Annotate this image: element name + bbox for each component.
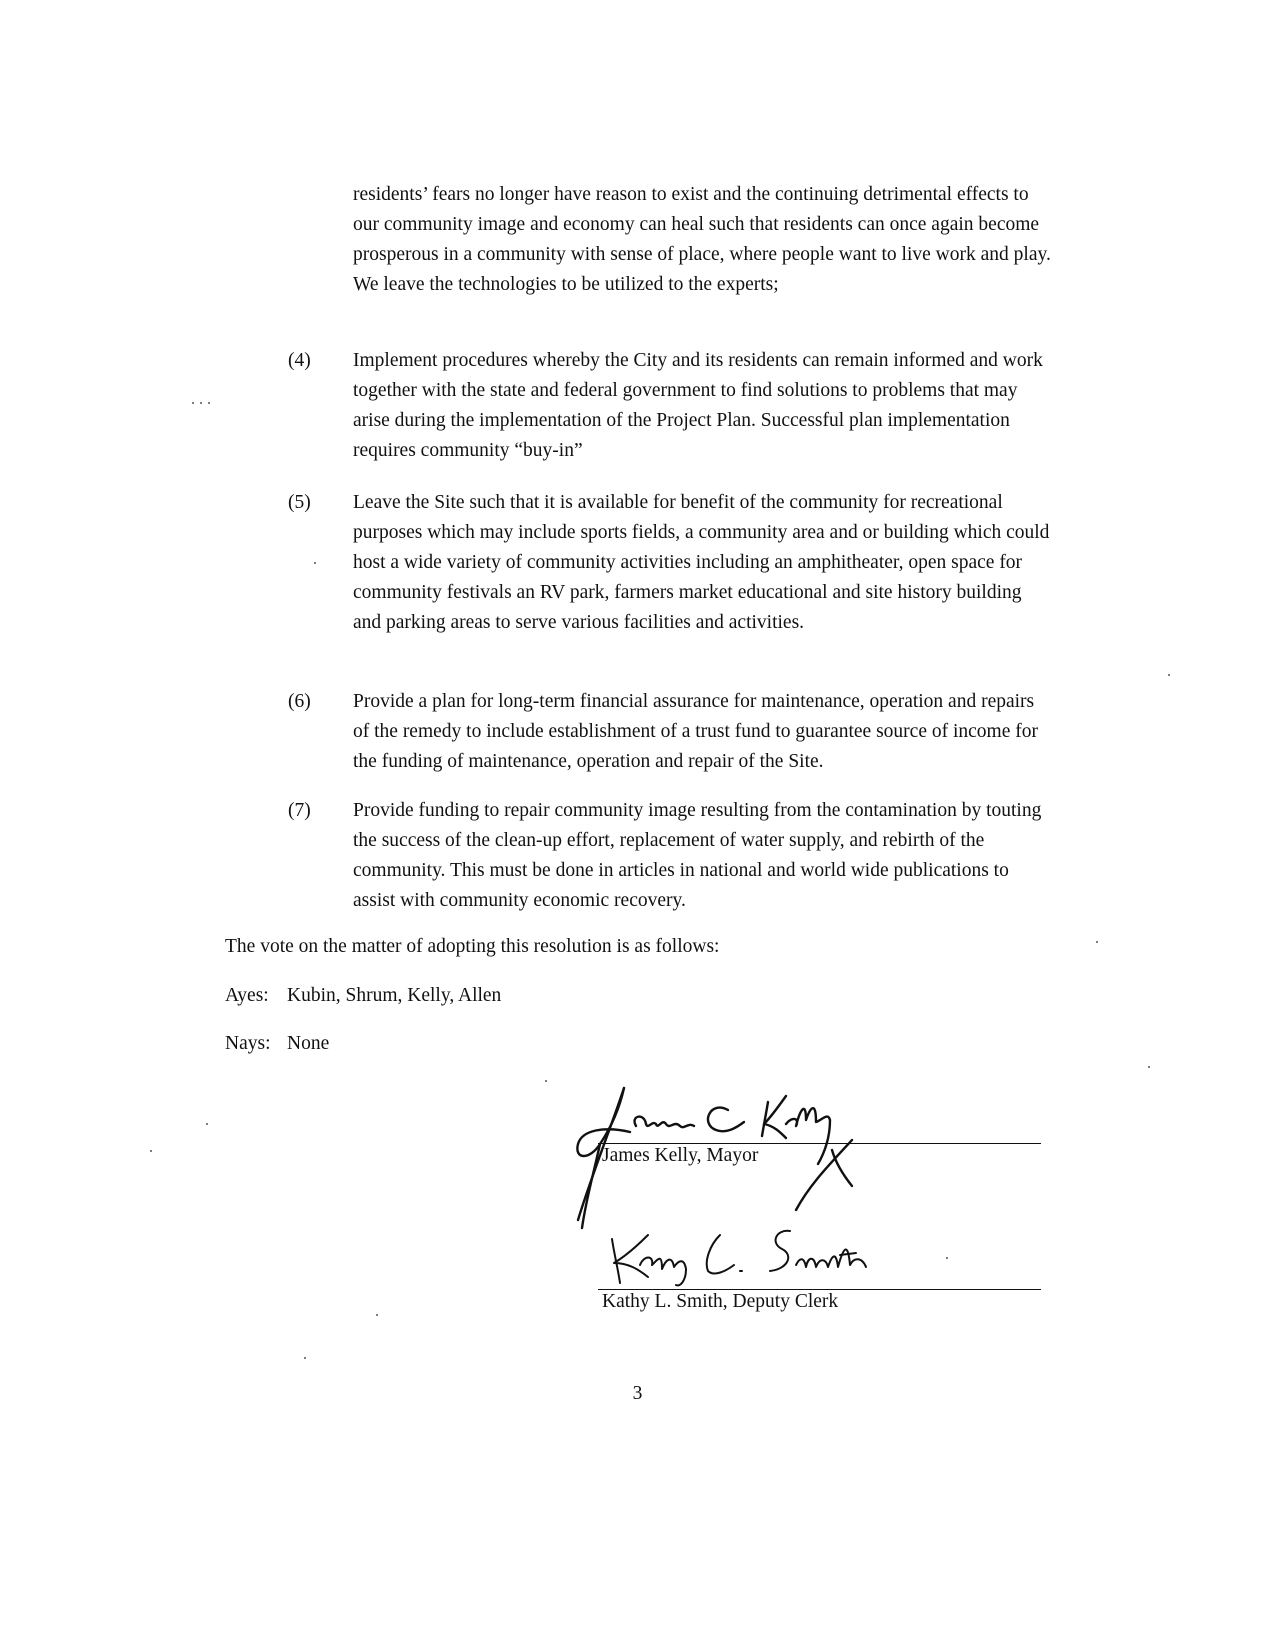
clerk-signature xyxy=(600,1225,890,1295)
scan-speck xyxy=(376,1314,378,1316)
mayor-caption: James Kelly, Mayor xyxy=(602,1145,759,1166)
ayes-label: Ayes: xyxy=(225,985,269,1006)
item-number: (4) xyxy=(288,350,311,371)
scan-speck xyxy=(314,562,316,564)
item-text: Leave the Site such that it is available for benefit of the community for recreational purposes which may include sports fields, a community area and or building which could host a wide variety of community activities including an amphitheater, open space for community festivals an RV park, farmers market educational and site history building and parking areas to serve various facilities and activities. xyxy=(353,492,1050,633)
item-number: (5) xyxy=(288,492,311,513)
ayes-value: Kubin, Shrum, Kelly, Allen xyxy=(287,985,502,1006)
scan-speck xyxy=(208,402,210,404)
scan-speck xyxy=(150,1150,152,1152)
vote-intro: The vote on the matter of adopting this resolution is as follows: xyxy=(225,936,720,957)
ayes-line xyxy=(225,981,501,1011)
scan-speck xyxy=(1096,941,1098,943)
item-number: (7) xyxy=(288,800,311,821)
item-text: Implement procedures whereby the City and its residents can remain informed and work together with the state and federal government to find solutions to problems that may arise during the implementation of the Project Plan. Successful plan implementation requires community “buy-in” xyxy=(353,350,1043,461)
scan-speck xyxy=(304,1357,306,1359)
scan-speck xyxy=(1168,674,1170,676)
nays-line xyxy=(225,1029,329,1059)
item-text: Provide a plan for long-term financial assurance for maintenance, operation and repairs of the remedy to include establishment of a trust fund to guarantee source of income for the funding of maintenance, operation and repair of the Site. xyxy=(353,691,1038,772)
nays-value: None xyxy=(287,1033,330,1054)
scan-speck xyxy=(545,1080,547,1082)
continuation-paragraph: residents’ fears no longer have reason to exist and the continuing detrimental effects to our community image and economy can heal such that residents can once again become prosperous in a community with sense of place, where people want to live work and play. We leave the technologies to be utilized to the experts; xyxy=(353,184,1051,295)
scan-speck xyxy=(1148,1066,1150,1068)
scan-speck xyxy=(946,1257,948,1259)
scan-speck xyxy=(192,402,194,404)
clerk-caption: Kathy L. Smith, Deputy Clerk xyxy=(602,1291,839,1312)
scan-speck xyxy=(200,402,202,404)
item-number: (6) xyxy=(288,691,311,712)
scan-speck xyxy=(206,1123,208,1125)
nays-label: Nays: xyxy=(225,1033,271,1054)
item-text: Provide funding to repair community image resulting from the contamination by touting the success of the clean-up effort, replacement of water supply, and rebirth of the community. This must be done in articles in national and world wide publications to assist with community economic recovery. xyxy=(353,800,1042,911)
page-number: 3 xyxy=(632,1383,643,1404)
